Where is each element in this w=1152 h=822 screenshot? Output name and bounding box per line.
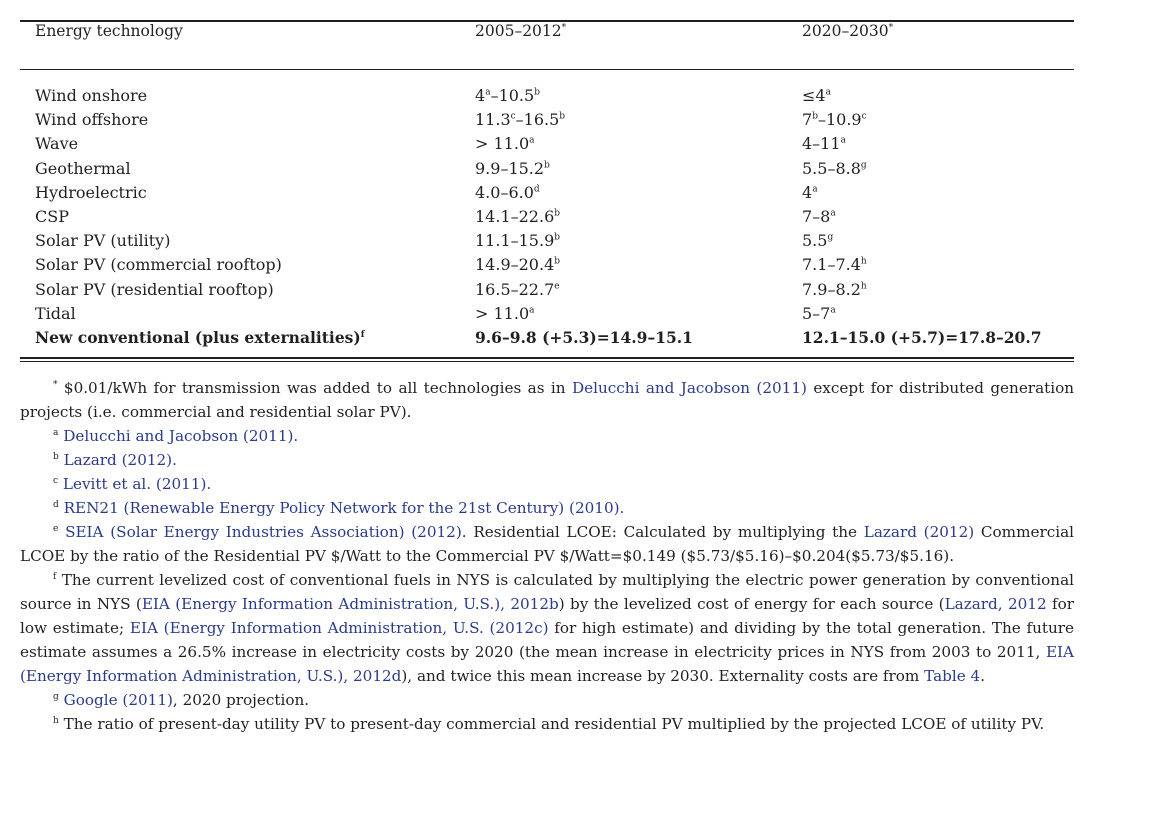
footnote-text: for low estimate; — [20, 595, 1074, 638]
header-period-2020-2030: 2020–2030* — [802, 22, 894, 40]
footnote-marker: b — [53, 452, 59, 462]
table-bottom-rule — [20, 357, 1074, 362]
footnote-marker: d — [53, 500, 59, 510]
row-technology-name: Geothermal — [35, 158, 131, 178]
table-row — [20, 181, 1074, 205]
row-value-2020-2030: 5.5$^g$ — [802, 231, 834, 251]
footnote-text: for high estimate) and dividing by the total generation. The future estimate assumes a 26.5% increase in electricity costs by 2020 (the mean increase in electricity prices in NYS from 2003 to 2011, — [20, 619, 1074, 662]
citation-link[interactable]: Levitt et al. (2011). — [62, 475, 212, 494]
table-row — [20, 278, 1074, 302]
footnote-text: ), and twice this mean increase by 2030. Externality costs are from — [401, 667, 925, 686]
table-row — [20, 253, 1074, 277]
row-value-2020-2030: 4–11$^a$ — [802, 134, 846, 154]
footnote — [20, 520, 1074, 568]
citation-link[interactable]: Lazard, 2012 — [944, 595, 1047, 614]
citation-link[interactable]: REN21 (Renewable Energy Policy Network for the 21st Century) (2010). — [63, 499, 625, 518]
row-technology-name: Solar PV (residential rooftop) — [35, 279, 274, 299]
row-value-2020-2030: 7$^b$–10.9$^c$ — [802, 110, 867, 130]
footnote-text: Commercial LCOE by the ratio of the Residential PV $/Watt to the Commercial PV $/Watt=$0.149 ($5.73/$5.16)–$0.204($5.73/$5.16). — [20, 523, 1075, 566]
row-value-2005-2012: 14.9–20.4$^b$ — [475, 255, 561, 275]
table-row — [20, 132, 1074, 156]
row-value-2020-2030: 5.5–8.8$^g$ — [802, 158, 867, 178]
citation-link[interactable]: Delucchi and Jacobson (2011). — [63, 427, 299, 446]
citation-link[interactable]: SEIA (Solar Energy Industries Association) (2012) — [65, 523, 462, 542]
citation-link[interactable]: EIA (Energy Information Administration, U.S.), 2012d — [20, 643, 1074, 686]
footnote-text: $0.01/kWh for transmission was added to all technologies as in — [63, 379, 572, 398]
row-value-2005-2012: > 11.0$^a$ — [475, 134, 535, 154]
footnote-marker: f — [53, 572, 57, 582]
citation-link[interactable]: Google (2011) — [63, 691, 173, 710]
row-value-2020-2030: 7.9–8.2$^h$ — [802, 279, 867, 299]
header-energy-technology: Energy technology — [35, 22, 183, 40]
footnote-text: except for distributed generation projects (i.e. commercial and residential solar PV). — [20, 379, 1075, 422]
footnote — [20, 496, 1074, 520]
footnote-text: The current levelized cost of conventional fuels in NYS is calculated by multiplying the electric power generation by conventional source in NYS ( — [20, 571, 1075, 614]
row-value-2005-2012: 11.1–15.9$^b$ — [475, 231, 561, 251]
footnote-text: . — [980, 667, 986, 686]
citation-link[interactable]: Table 4 — [924, 667, 981, 686]
table-figure — [20, 20, 1074, 736]
row-technology-name: New conventional (plus externalities)$^f$ — [35, 327, 365, 347]
footnote — [20, 424, 1074, 448]
header-period-2005-2012: 2005–2012* — [475, 22, 567, 40]
footnote-text: , 2020 projection. — [172, 691, 310, 710]
citation-link[interactable]: Lazard (2012). — [63, 451, 177, 470]
row-technology-name: CSP — [35, 206, 69, 226]
footnote — [20, 376, 1074, 424]
footnote — [20, 688, 1074, 712]
footnote — [20, 568, 1074, 688]
row-value-2020-2030: 7.1–7.4$^h$ — [802, 255, 867, 275]
row-technology-name: Hydroelectric — [35, 182, 147, 202]
footnote-marker: e — [53, 524, 59, 534]
row-technology-name: Solar PV (commercial rooftop) — [35, 255, 282, 275]
row-value-2020-2030: 4$^a$ — [802, 182, 818, 202]
row-value-2020-2030: 12.1–15.0 (+5.7)=17.8–20.7 — [802, 327, 1042, 347]
row-technology-name: Wind onshore — [35, 86, 148, 105]
row-technology-name: Tidal — [35, 303, 76, 323]
footnote — [20, 472, 1074, 496]
row-value-2005-2012: 11.3$^c$–16.5$^b$ — [475, 110, 566, 130]
table-footnotes — [20, 376, 1074, 736]
citation-link[interactable]: EIA (Energy Information Administration, U.S. (2012c) — [129, 619, 549, 638]
footnote-text: ) by the levelized cost of energy for each source ( — [558, 595, 945, 614]
footnote — [20, 712, 1074, 736]
table-row — [20, 108, 1074, 132]
row-value-2020-2030: 5–7$^a$ — [802, 303, 836, 323]
citation-link[interactable]: Lazard (2012) — [863, 523, 975, 542]
table-header — [20, 22, 1074, 69]
row-value-2005-2012: 4$^a$–10.5$^b$ — [475, 86, 540, 105]
footnote-marker: a — [53, 428, 59, 438]
row-value-2005-2012: > 11.0$^a$ — [475, 303, 535, 323]
footnote-marker: * — [53, 380, 58, 390]
footnote-marker: h — [53, 716, 59, 726]
table-row — [20, 84, 1074, 108]
row-technology-name: Wave — [35, 134, 79, 154]
row-value-2005-2012: 9.9–15.2$^b$ — [475, 158, 550, 178]
footnote-marker: g — [53, 692, 59, 702]
footnote-text: The ratio of present-day utility PV to present-day commercial and residential PV multiplied by the projected LCOE of utility PV. — [63, 715, 1045, 734]
table-row — [20, 157, 1074, 181]
row-value-2005-2012: 16.5–22.7e — [475, 279, 560, 299]
table-row — [20, 229, 1074, 253]
row-value-2020-2030: 7–8$^a$ — [802, 206, 836, 226]
table-row-new-conventional — [20, 326, 1074, 350]
citation-link[interactable]: EIA (Energy Information Administration, U.S.), 2012b — [141, 595, 559, 614]
row-value-2005-2012: 4.0–6.0$^d$ — [475, 182, 540, 202]
row-value-2005-2012: 9.6–9.8 (+5.3)=14.9–15.1 — [475, 327, 693, 347]
footnote-marker: c — [53, 476, 59, 486]
row-technology-name: Wind offshore — [35, 110, 149, 130]
table-row — [20, 302, 1074, 326]
row-value-2005-2012: 14.1–22.6$^b$ — [475, 206, 561, 226]
row-technology-name: Solar PV (utility) — [35, 231, 171, 251]
table-row — [20, 205, 1074, 229]
citation-link[interactable]: Delucchi and Jacobson (2011) — [571, 379, 807, 398]
table-body — [20, 70, 1074, 356]
row-value-2020-2030: $\le 4^a$ — [802, 86, 831, 105]
footnote-text: . Residential LCOE: Calculated by multiplying the — [461, 523, 864, 542]
footnote — [20, 448, 1074, 472]
